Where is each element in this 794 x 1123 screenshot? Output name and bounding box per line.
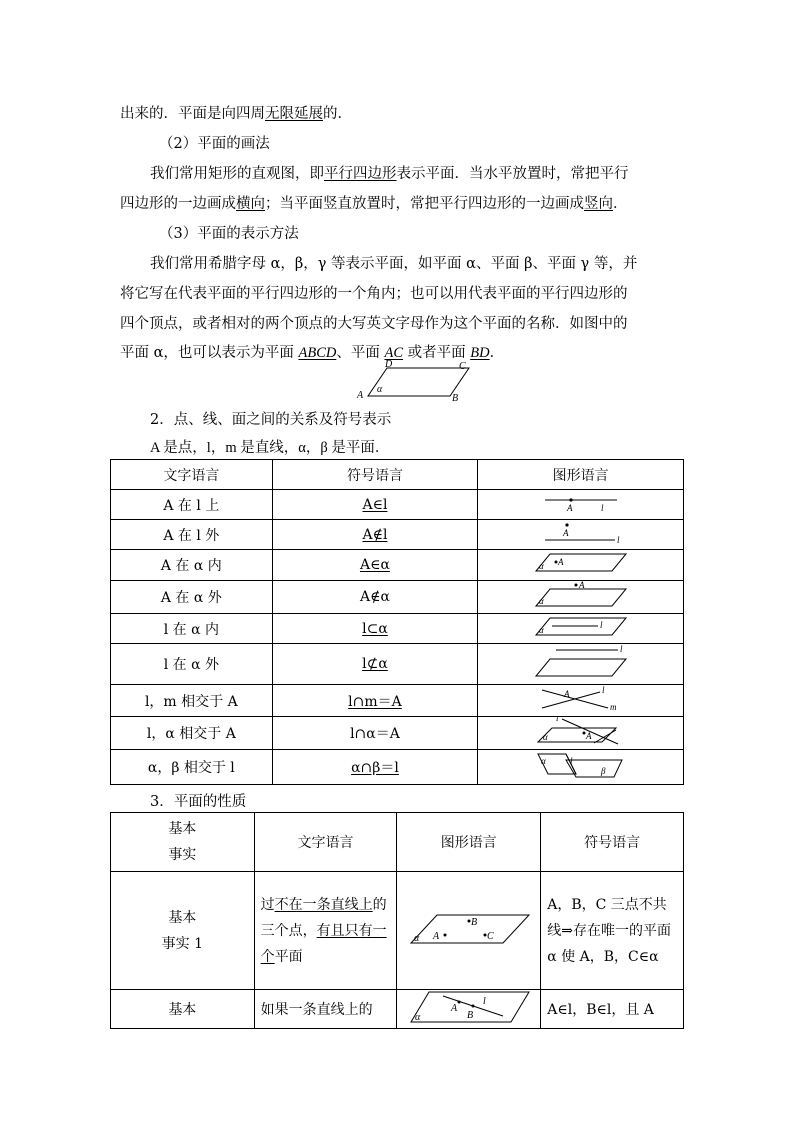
three-points-plane-figure [407,909,531,949]
label-A: A [557,557,564,567]
label-A: A [566,502,573,513]
table-row [111,581,684,614]
intro-text: A 是点，l，m 是直线，α，β 是平面． [150,440,390,456]
text-cell: l，α 相交于 A [111,717,273,750]
text-cell: α，β 相交于 l [111,750,273,785]
table-row [111,614,684,644]
text: 的三个点， [260,896,387,939]
label-l: l [482,996,486,1007]
line-in-plane-figure [534,615,628,639]
underlined-text: 平行四边形 [324,166,397,182]
figure-cell [478,520,684,550]
label-A: A [563,688,570,699]
point-off-line-figure [541,521,621,545]
table-row [111,872,684,990]
header-cell: 文字语言 [111,460,273,490]
properties-table [110,812,684,1029]
table-row [111,750,684,785]
figure-cell [478,550,684,581]
para-line [150,164,629,184]
label-l: l [616,534,620,545]
table-header-row [111,813,684,872]
symbol: A∈l [362,496,388,513]
label-l: l [600,502,604,513]
text-cell: A 在 l 外 [111,520,273,550]
point-outside-plane-figure [534,581,628,609]
table-row [111,644,684,685]
symbol-cell: l∩α＝A [272,717,478,750]
figure-cell [478,490,684,520]
line-outside-plane-figure [534,645,628,679]
section-heading: 2．点、线、面之间的关系及符号表示 [150,412,392,428]
symbol-cell: A，B，C 三点不共线⇒存在唯一的平面 α 使 A，B，C∈α [541,872,684,990]
text-cell [254,872,397,990]
header-cell: 文字语言 [254,813,397,872]
underlined-text: BD [470,345,490,361]
figure-cell [478,717,684,750]
text: 出来的．平面是向四周 [120,106,265,122]
text: 我们常用矩形的直观图，即 [150,166,324,182]
underlined-text: AC [384,345,404,361]
label-alpha: α [377,384,383,395]
label-C: C [459,361,466,372]
header-cell: 符号语言 [272,460,478,490]
label-l: l [599,619,603,630]
section-heading: （2）平面的画法 [159,136,270,152]
text-cell: l 在 α 外 [111,644,273,685]
symbol-cell [272,490,478,520]
figure-cell [397,990,541,1029]
header-cell: 符号语言 [541,813,684,872]
label-C: C [486,930,494,942]
section-heading: （3）平面的表示方法 [159,226,299,242]
text-cell: A 在 α 内 [111,550,273,581]
underlined-text: 横向 [236,196,265,212]
para-line: 我们常用希腊字母 α，β，γ 等表示平面，如平面 α、平面 β、平面 γ 等，并 [150,256,638,272]
symbol-cell [272,750,478,785]
figure-cell [478,750,684,785]
table-row [111,490,684,520]
label-l: l [619,645,623,654]
point-on-line-figure [541,492,621,514]
text-cell: l 在 α 内 [111,614,273,644]
label-alpha: α [414,1012,421,1023]
figure-cell [397,872,541,990]
symbol-cell [272,685,478,717]
text: ． [489,345,505,361]
relations-table [110,459,684,785]
underlined-text: 不在一条直线上 [274,896,373,913]
label-l: l [569,756,573,766]
header-cell: 基本 事实 [111,813,255,872]
label-B: B [452,393,459,402]
symbol-cell: A∉α [272,581,478,614]
text: 平面 [274,948,303,965]
header-cell: 图形语言 [478,460,684,490]
text: 平面 α，也可以表示为平面 [120,345,299,361]
label-l: l [601,685,605,695]
text: 表示平面．当水平放置时，常把平行 [396,166,629,182]
table-row [111,520,684,550]
label-l: l [555,717,559,723]
underlined-text: 无限延展 [265,106,323,122]
plane-figure [355,358,475,402]
label-alpha: α [542,732,548,742]
label-B: B [470,916,477,928]
section-heading: 3．平面的性质 [150,794,247,810]
label-alpha: α [538,624,544,635]
symbol-cell [272,520,478,550]
label-B: B [466,1010,473,1021]
text: ． [613,196,628,212]
figure-cell [478,644,684,685]
symbol: A∉l [362,526,388,543]
para-line: 四个顶点，或者相对的两个顶点的大写英文字母作为这个平面的名称．如图中的 [120,316,628,332]
text: ；当平面竖直放置时，常把平行四边形的一边画成 [265,196,584,212]
text-cell: A 在 α 外 [111,581,273,614]
table-header-row [111,460,684,490]
line-in-plane-figure [407,990,531,1024]
fact-name-cell: 基本 事实 1 [111,872,255,990]
label-A: A [450,1003,457,1014]
point-in-plane-figure [534,551,628,575]
header-cell: 图形语言 [397,813,541,872]
para-line [120,104,352,124]
label-alpha: α [540,756,546,766]
underlined-text: ABCD [298,345,337,361]
figure-cell [478,614,684,644]
table-row [111,990,684,1029]
line-plane-intersection-figure [536,717,626,745]
label-alpha: α [538,596,544,606]
symbol-cell: A∈l，B∈l，且 A [541,990,684,1029]
label-alpha: α [413,932,420,944]
symbol: l⊂α [362,620,388,637]
symbol-cell [272,550,478,581]
figure-cell [478,685,684,717]
symbol-cell [272,614,478,644]
symbol: A∈α [359,557,390,573]
para-line [120,194,628,214]
text: 、平面 [336,345,385,361]
underlined-text: 竖向 [584,196,613,212]
text: 过 [260,896,275,913]
label-A: A [562,527,569,538]
label-beta: β [600,766,606,776]
table-row [111,685,684,717]
fact-name-cell: 基本 [111,990,255,1029]
label-A: A [585,731,592,741]
text-cell: l，m 相交于 A [111,685,273,717]
table-row [111,550,684,581]
label-A: A [357,390,364,401]
label-alpha: α [538,561,544,571]
text-cell: A 在 l 上 [111,490,273,520]
symbol: l⊄α [362,656,388,672]
figure-cell [478,581,684,614]
label-A: A [578,581,585,590]
label-D: D [385,359,393,370]
text-cell: 如果一条直线上的 [254,990,397,1029]
text: 的． [323,106,352,122]
symbol-cell [272,644,478,685]
underlined-text: 有且只 [316,922,359,939]
symbol: α∩β＝l [351,760,399,776]
label-A: A [432,930,439,942]
text: 四边形的一边画成 [120,196,236,212]
para-line: 将它写在代表平面的平行四边形的一个角内；也可以用代表平面的平行四边形的 [120,286,628,302]
table-row [111,717,684,750]
label-m: m [609,701,617,712]
text: 或者平面 [403,345,471,361]
symbol: l∩m＝A [348,693,402,710]
planes-intersection-figure [536,750,626,780]
underlined-text: 有一个 [260,922,387,965]
intersecting-lines-figure [536,686,626,712]
